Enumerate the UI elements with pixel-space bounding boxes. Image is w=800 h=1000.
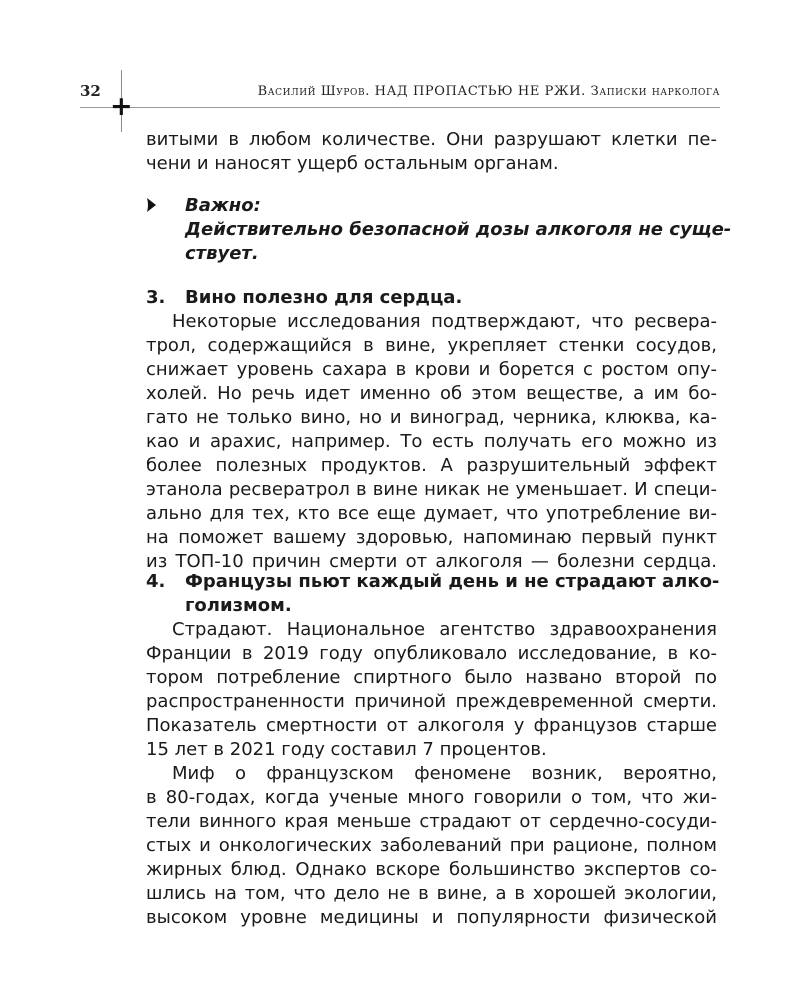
text-line: шлись на том, что дело не в вине, а в хорошей экологии,	[146, 883, 717, 904]
list-item-number: 3.	[146, 287, 166, 308]
list-item-heading	[185, 286, 717, 310]
text-line: као и арахис, например. То есть получать его можно из	[146, 431, 717, 452]
text-line: ально для тех, кто все еще думает, что употребление ви-	[146, 503, 717, 524]
list-item-body	[146, 310, 717, 574]
text-line: трол, содержащийся в вине, укрепляет стенки сосудов,	[146, 335, 717, 356]
header-rule	[80, 107, 720, 108]
text-line: этанола ресвератрол в вине никак не уменьшает. И специ-	[146, 479, 717, 500]
running-title: Василий Шуров. НАД ПРОПАСТЬЮ НЕ РЖИ. Записки нарколога	[257, 84, 720, 99]
heading-line: голизмом.	[185, 595, 292, 616]
text-line: чени и наносят ущерб остальным органам.	[146, 153, 559, 174]
text-line: снижает уровень сахара в крови и борется с ростом опу-	[146, 359, 717, 380]
text-line: более полезных продуктов. А разрушительный эффект	[146, 455, 717, 476]
text-line: Некоторые исследования подтверждают, что ресвера-	[172, 311, 717, 332]
text-line: Миф о французском феномене возник, вероятно,	[172, 763, 717, 784]
heading-line: Вино полезно для сердца.	[185, 287, 463, 308]
intro-paragraph	[146, 128, 717, 176]
text-line: высоком уровне медицины и популярности физической	[146, 907, 717, 928]
text-line: тели винного края меньше страдают от сердечно-сосуди-	[146, 811, 717, 832]
list-item-heading	[185, 570, 720, 618]
text-line: гато не только вино, но и виноград, черника, клюква, ка-	[146, 407, 717, 428]
important-text-line: Действительно безопасной дозы алкоголя не суще-	[185, 219, 732, 240]
important-note	[185, 194, 732, 266]
text-line: Франции в 2019 году опубликовало исследование, в ко-	[146, 643, 717, 664]
text-line: Страдают. Национальное агентство здравоохранения	[172, 619, 717, 640]
heading-line: Французы пьют каждый день и не страдают алко-	[185, 571, 720, 592]
pointer-bullet-icon-svg	[146, 197, 158, 213]
text-line: жирных блюд. Однако вскоре большинство экспертов со-	[146, 859, 717, 880]
text-line: витыми в любом количестве. Они разрушают клетки пе-	[146, 129, 717, 150]
crop-mark-plus-icon: +	[110, 91, 133, 122]
text-line: Показатель смертности от алкоголя у французов старше	[146, 715, 717, 736]
text-line: на поможет вашему здоровью, напоминаю первый пункт	[146, 527, 717, 548]
list-item-body	[146, 618, 717, 930]
important-label: Важно:	[185, 195, 261, 216]
text-line: распространенности причиной преждевременной смерти.	[146, 691, 717, 712]
text-line: 15 лет в 2021 году составил 7 процентов.	[146, 739, 547, 760]
text-line: стых и онкологических заболеваний при рационе, полном	[146, 835, 717, 856]
text-line: холей. Но речь идет именно об этом веществе, а им бо-	[146, 383, 717, 404]
list-item-number: 4.	[146, 571, 166, 592]
pointer-bullet-icon	[146, 194, 158, 218]
text-line: тором потребление спиртного было названо второй по	[146, 667, 717, 688]
text-line: из ТОП-10 причин смерти от алкоголя — болезни сердца.	[146, 551, 717, 572]
page-number: 32	[80, 82, 101, 100]
text-line: в 80-годах, когда ученые много говорили о том, что жи-	[146, 787, 717, 808]
important-text-line: ствует.	[185, 243, 259, 264]
